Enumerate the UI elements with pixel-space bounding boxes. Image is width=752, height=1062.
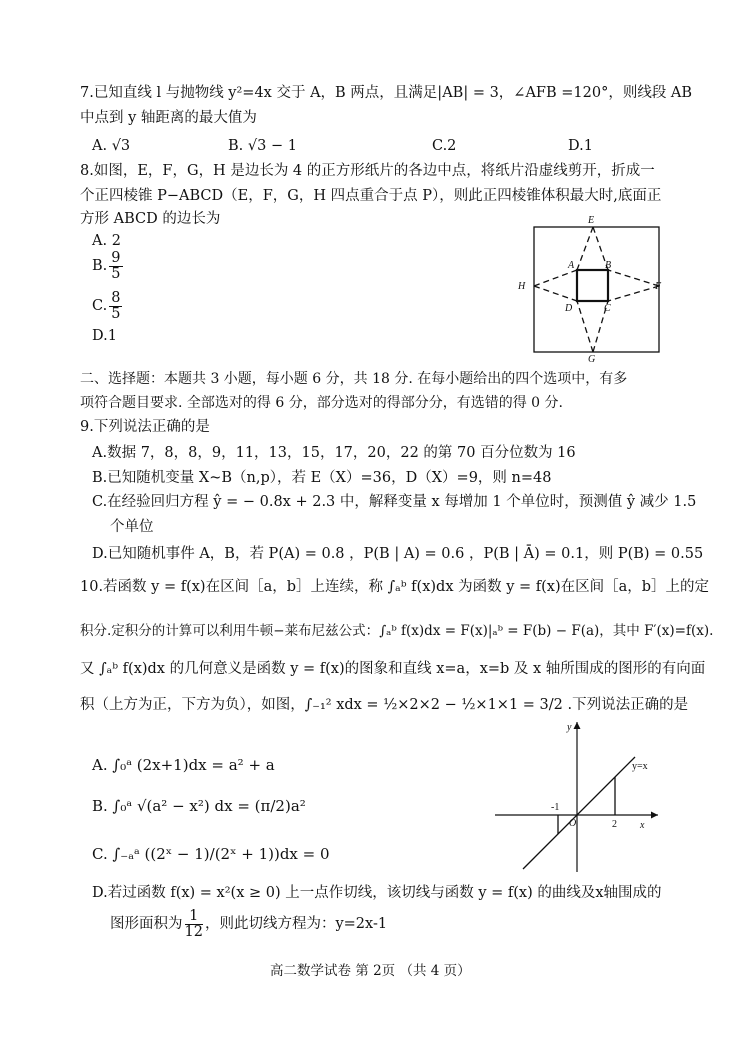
q8-stem-line2: 个正四棱锥 P−ABCD（E，F，G，H 四点重合于点 P），则此正四棱锥体积最大时,底面正 [80,188,662,204]
q10-option-d-denominator: 12 [184,923,203,940]
q10-option-d-line2 [110,906,387,942]
q10-option-d-fraction [185,909,203,940]
q7-stem-line1: 7.已知直线 l 与抛物线 y²=4x 交于 A，B 两点，且满足|AB| = 3，∠AFB =120°，则线段 AB [80,85,693,101]
label-x-axis: x [640,820,645,831]
q9-option-a: A.数据 7，8，8，9，11，13，15，17，20，22 的第 70 百分位数为 16 [92,445,576,461]
inner-square [577,270,608,301]
q8-option-b [92,248,125,284]
q8-option-c-denominator: 5 [111,305,121,322]
q10-stem-line2: 积分.定积分的计算可以利用牛顿−莱布尼兹公式：∫ₐᵇ f(x)dx = F(x)|ₐᵇ = F(b) − F(a)，其中 F′(x)=f(x). [80,623,714,639]
q9-option-b: B.已知随机变量 X~B（n,p），若 E（X）=36，D（X）=9，则 n=48 [92,470,552,486]
q8-option-c-fraction [109,291,122,322]
q7-option-d: D.1 [568,138,593,154]
label-b: B [605,260,612,271]
label-y-axis: y [567,722,572,733]
q8-option-c [92,288,124,324]
label-line: y=x [632,761,648,772]
q10-option-a: A. ∫₀ᵃ (2x+1)dx = a² + a [92,756,275,774]
q8-option-d: D.1 [92,328,117,344]
q10-option-d-line1: D.若过函数 f(x) = x²(x ≥ 0) 上一点作切线，该切线与函数 y = f(x) 的曲线及x轴围成的 [92,885,662,901]
q8-stem-line3: 方形 ABCD 的边长为 [80,211,221,227]
q10-stem-line4: 积（上方为正，下方为负），如图，∫₋₁² xdx = ½×2×2 − ½×1×1 = 3/2 .下列说法正确的是 [80,697,689,713]
q7-option-c: C.2 [432,138,457,154]
label-e: E [588,215,595,226]
cut-lines [534,227,659,352]
label-two: 2 [612,819,617,830]
q9-stem: 9.下列说法正确的是 [80,419,210,435]
q8-square-figure [508,212,678,364]
outer-square [534,227,659,352]
label-c: C [604,303,611,314]
label-g: G [588,354,596,364]
q7-option-b: B. √3 − 1 [228,138,297,154]
q10-option-d-text-b: ，则此切线方程为：y=2x-1 [204,916,388,932]
q8-option-a: A. 2 [92,233,121,249]
q8-option-b-numerator: 9 [111,249,121,266]
section-2-header-line2: 项符合题目要求. 全部选对的得 6 分，部分选对的得部分分，有选错的得 0 分. [80,395,563,411]
q8-option-b-denominator: 5 [111,265,121,282]
q8-option-c-numerator: 8 [111,289,121,306]
q10-graph-figure [490,716,670,876]
section-2-header-line1: 二、选择题：本题共 3 小题，每小题 6 分，共 18 分. 在每小题给出的四个选项中，有多 [80,371,628,387]
q9-option-c-line2: 个单位 [110,519,154,535]
q8-stem-line1: 8.如图，E，F，G，H 是边长为 4 的正方形纸片的各边中点，将纸片沿虚线剪开，折成一 [80,163,655,179]
q10-stem-line1: 10.若函数 y = f(x)在区间［a，b］上连续，称 ∫ₐᵇ f(x)dx 为函数 y = f(x)在区间［a，b］上的定 [80,579,710,595]
label-neg1: -1 [551,802,560,813]
q10-option-b: B. ∫₀ᵃ √(a² − x²) dx = (π/2)a² [92,797,306,815]
q8-option-c-label: C. [92,298,108,314]
page-footer: 高二数学试卷 第 2页 （共 4 页） [270,963,471,979]
q7-option-a: A. √3 [92,138,131,154]
label-f: F [655,281,662,292]
q10-option-d-text-a: 图形面积为 [110,916,183,932]
q8-option-b-label: B. [92,258,108,274]
q10-option-c: C. ∫₋ₐᵃ ((2ˣ − 1)/(2ˣ + 1))dx = 0 [92,845,330,863]
label-origin: O [569,818,577,829]
q9-option-d: D.已知随机事件 A，B，若 P(A) = 0.8 ，P(B | A) = 0.6 ，P(B | Ā) = 0.1，则 P(B) = 0.55 [92,546,704,562]
q8-option-b-fraction [109,251,122,282]
line-y-eq-x [523,757,635,869]
q7-stem-line2: 中点到 y 轴距离的最大值为 [80,110,257,126]
label-d: D [565,303,573,314]
label-a: A [568,260,575,271]
q10-stem-line3: 又 ∫ₐᵇ f(x)dx 的几何意义是函数 y = f(x)的图象和直线 x=a，x=b 及 x 轴所围成的图形的有向面 [80,661,706,677]
label-h: H [518,281,526,292]
q10-option-d-numerator: 1 [185,909,203,925]
q9-option-c-line1: C.在经验回归方程 ŷ = − 0.8x + 2.3 中，解释变量 x 每增加 1 个单位时，预测值 ŷ 减少 1.5 [92,494,697,510]
